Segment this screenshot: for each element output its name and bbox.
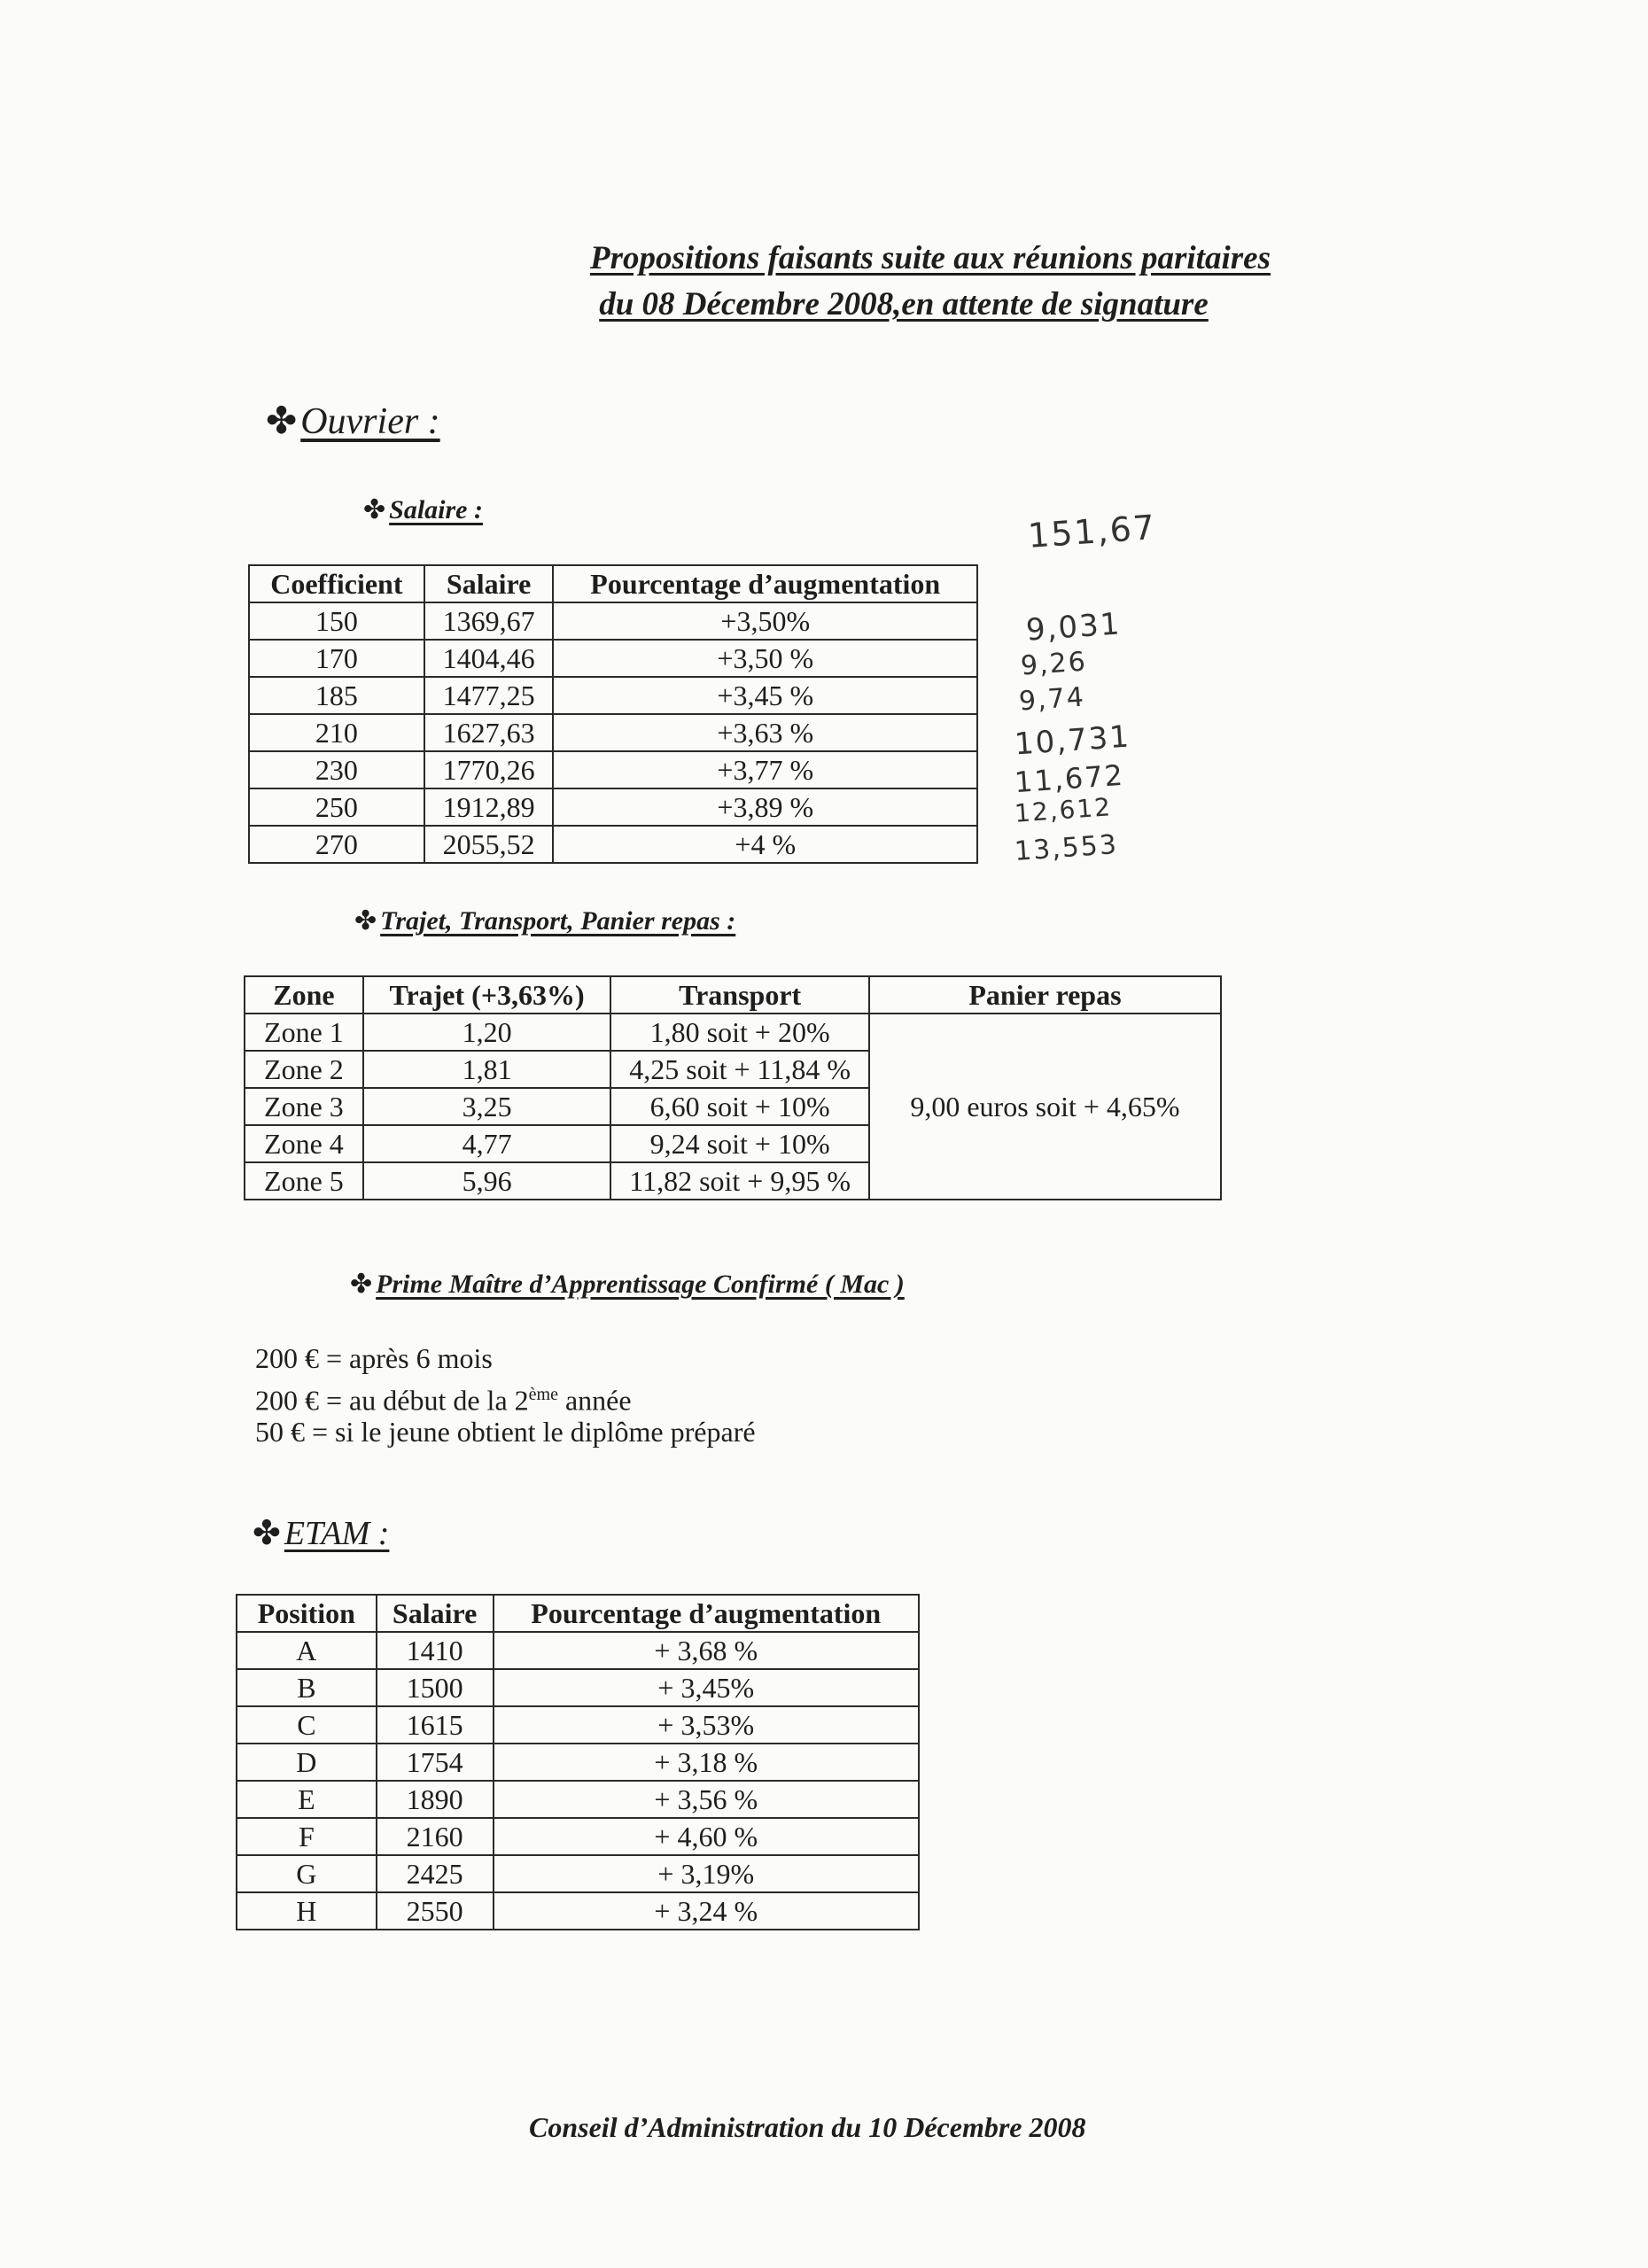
table-cell: 1627,63 [424, 714, 554, 751]
table-cell: 6,60 soit + 10% [610, 1088, 869, 1125]
column-header: Trajet (+3,63%) [363, 976, 611, 1014]
document-title-line-2: du 08 Décembre 2008,en attente de signature [599, 286, 1209, 322]
prime-line-3: 50 € = si le jeune obtient le diplôme préparé [255, 1416, 756, 1448]
table-cell: +3,45 % [553, 677, 977, 714]
subsection-heading-salaire [363, 494, 483, 525]
table-cell: 2550 [377, 1892, 494, 1930]
subsection-heading-prime-text: Prime Maître d’Apprentissage Confirmé ( Mac ) [376, 1270, 905, 1299]
table-cell: 1369,67 [424, 602, 554, 640]
table-cell: 1500 [377, 1669, 494, 1706]
ouvrier-salaire-table [248, 564, 978, 864]
table-cell: 1615 [377, 1706, 494, 1744]
table-row [237, 1706, 919, 1744]
column-header: Coefficient [249, 565, 424, 602]
table-cell: 1404,46 [424, 640, 554, 677]
prime-line-1: 200 € = après 6 mois [255, 1342, 493, 1374]
flower-bullet-icon: ✤ [350, 1270, 373, 1299]
table-cell: 170 [249, 640, 424, 677]
handwritten-note: 10,731 [1013, 718, 1132, 763]
table-cell: 11,82 soit + 9,95 % [610, 1162, 869, 1200]
table-cell: + 4,60 % [494, 1818, 919, 1855]
table-cell: + 3,53% [494, 1706, 919, 1744]
column-header: Salaire [424, 565, 554, 602]
table-cell: 1770,26 [424, 751, 554, 788]
table-row [237, 1855, 919, 1892]
document-footer: Conseil d’Administration du 10 Décembre 2008 [529, 2111, 1086, 2143]
handwritten-note: 9,031 [1024, 606, 1123, 649]
column-header: Salaire [377, 1595, 494, 1632]
table-cell: + 3,68 % [494, 1632, 919, 1669]
table-cell: 1410 [377, 1632, 494, 1669]
handwritten-note: 11,672 [1013, 757, 1126, 800]
subsection-heading-salaire-text: Salaire : [389, 495, 483, 524]
table-row [249, 788, 977, 826]
table-cell: 1890 [377, 1781, 494, 1818]
table-cell: 1,20 [363, 1014, 611, 1051]
handwritten-note: 12,612 [1013, 792, 1114, 828]
column-header: Position [237, 1595, 377, 1632]
table-cell: Zone 4 [245, 1125, 363, 1162]
table-cell: E [237, 1781, 377, 1818]
table-cell: G [237, 1855, 377, 1892]
prime-line-2-text: 200 € = au début de la 2 [255, 1384, 529, 1417]
ordinal-superscript: ème [528, 1385, 558, 1404]
handwritten-note: 13,553 [1013, 828, 1120, 868]
table-cell: 9,24 soit + 10% [610, 1125, 869, 1162]
section-heading-etam-text: ETAM : [284, 1515, 390, 1552]
table-cell: + 3,19% [494, 1855, 919, 1892]
table-header-row [249, 565, 977, 602]
column-header: Panier repas [869, 976, 1221, 1014]
column-header: Zone [245, 976, 363, 1014]
table-row [249, 751, 977, 788]
subsection-heading-prime [350, 1269, 905, 1300]
table-cell: 210 [249, 714, 424, 751]
column-header: Pourcentage d’augmentation [494, 1595, 919, 1632]
table-cell: 1477,25 [424, 677, 554, 714]
flower-bullet-icon: ✤ [363, 495, 386, 524]
table-cell: A [237, 1632, 377, 1669]
table-cell: 1,81 [363, 1051, 611, 1088]
prime-line-2-suffix: année [557, 1384, 632, 1417]
table-cell: B [237, 1669, 377, 1706]
column-header: Transport [610, 976, 869, 1014]
table-cell: 4,77 [363, 1125, 611, 1162]
table-row [249, 602, 977, 640]
table-cell: Zone 3 [245, 1088, 363, 1125]
table-header-row [237, 1595, 919, 1632]
table-cell: H [237, 1892, 377, 1930]
table-cell: Zone 1 [245, 1014, 363, 1051]
document-title-line-1: Propositions faisants suite aux réunions paritaires [590, 240, 1271, 276]
table-cell: +3,77 % [553, 751, 977, 788]
table-row [237, 1781, 919, 1818]
table-cell: 2160 [377, 1818, 494, 1855]
table-cell: 4,25 soit + 11,84 % [610, 1051, 869, 1088]
table-cell: Zone 5 [245, 1162, 363, 1200]
table-cell: 1912,89 [424, 788, 554, 826]
table-row [249, 677, 977, 714]
subsection-heading-trajet-text: Trajet, Transport, Panier repas : [380, 906, 736, 936]
table-cell: + 3,18 % [494, 1744, 919, 1781]
table-row [237, 1669, 919, 1706]
column-header: Pourcentage d’augmentation [553, 565, 977, 602]
table-cell: 150 [249, 602, 424, 640]
table-row [249, 640, 977, 677]
table-cell: + 3,45% [494, 1669, 919, 1706]
table-cell: + 3,24 % [494, 1892, 919, 1930]
table-cell: + 3,56 % [494, 1781, 919, 1818]
subsection-heading-trajet [354, 905, 735, 936]
table-cell: 270 [249, 826, 424, 863]
handwritten-note: 9,26 [1019, 646, 1088, 682]
handwritten-note-top: 151,67 [1026, 507, 1158, 556]
table-cell: 3,25 [363, 1088, 611, 1125]
table-row [249, 714, 977, 751]
table-header-row [245, 976, 1221, 1014]
trajet-transport-panier-table [244, 975, 1222, 1200]
table-cell: +3,50% [553, 602, 977, 640]
handwritten-note: 9,74 [1017, 681, 1086, 718]
etam-salaire-table [236, 1594, 920, 1930]
table-cell: +4 % [553, 826, 977, 863]
table-row [237, 1632, 919, 1669]
section-heading-ouvrier [266, 399, 440, 443]
table-row [249, 826, 977, 863]
section-heading-etam [253, 1513, 389, 1553]
table-cell: Zone 2 [245, 1051, 363, 1088]
table-cell: 2425 [377, 1855, 494, 1892]
table-row [245, 1014, 1221, 1051]
table-cell: 2055,52 [424, 826, 554, 863]
table-cell: +3,89 % [553, 788, 977, 826]
table-cell: 185 [249, 677, 424, 714]
table-cell: 250 [249, 788, 424, 826]
table-cell: 1,80 soit + 20% [610, 1014, 869, 1051]
flower-bullet-icon: ✤ [253, 1515, 281, 1552]
panier-repas-cell: 9,00 euros soit + 4,65% [869, 1014, 1221, 1200]
flower-bullet-icon: ✤ [266, 401, 298, 442]
table-cell: +3,50 % [553, 640, 977, 677]
flower-bullet-icon: ✤ [354, 906, 377, 936]
table-cell: C [237, 1706, 377, 1744]
table-cell: D [237, 1744, 377, 1781]
table-cell: F [237, 1818, 377, 1855]
table-row [237, 1892, 919, 1930]
table-cell: 230 [249, 751, 424, 788]
table-cell: 1754 [377, 1744, 494, 1781]
table-row [237, 1818, 919, 1855]
table-cell: 5,96 [363, 1162, 611, 1200]
table-cell: +3,63 % [553, 714, 977, 751]
table-row [237, 1744, 919, 1781]
section-heading-ouvrier-text: Ouvrier : [300, 401, 440, 442]
